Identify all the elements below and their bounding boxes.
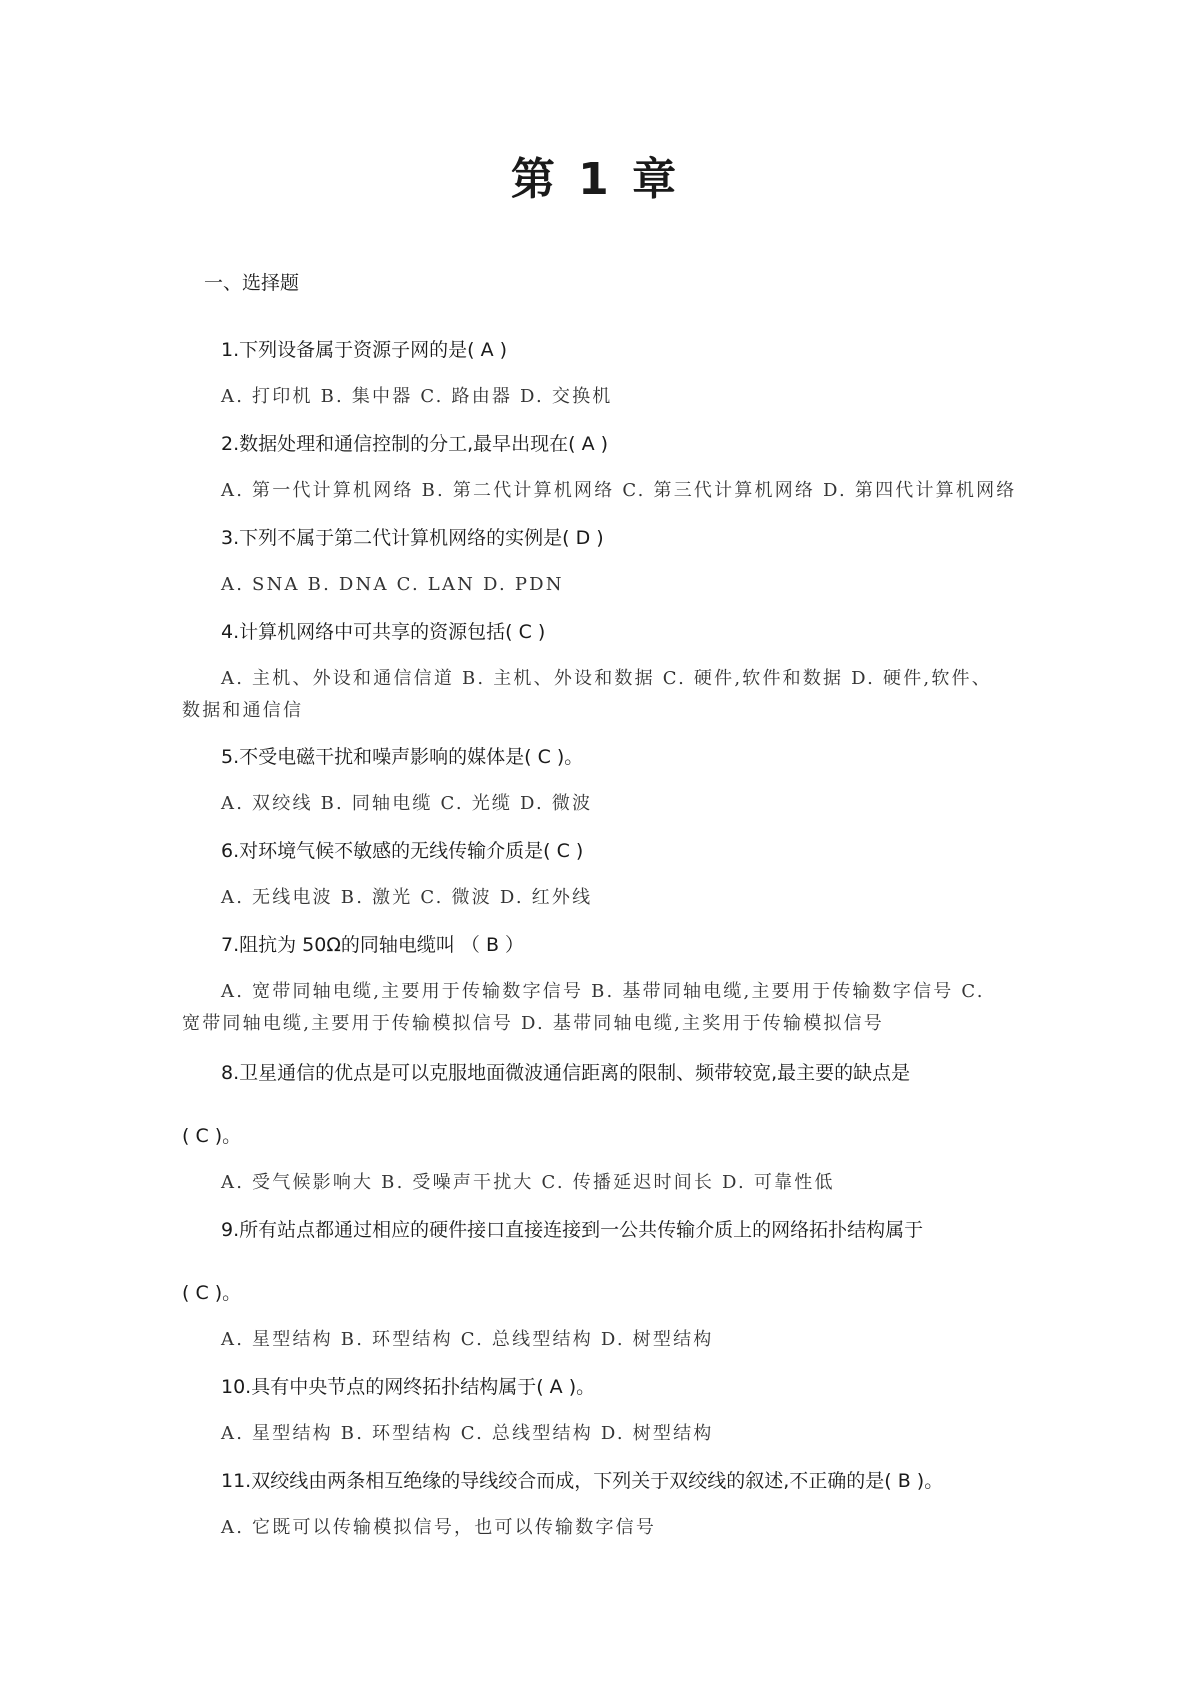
question-9: 9.所有站点都通过相应的硬件接口直接连接到一公共传输介质上的网络拓扑结构属于 [221,1219,924,1241]
question-2-options: A. 第一代计算机网络 B. 第二代计算机网络 C. 第三代计算机网络 D. 第四代计算机网络 [221,480,1017,501]
question-6: 6.对环境气候不敏感的无线传输介质是( C ) [221,840,584,862]
question-3-options: A. SNA B. DNA C. LAN D. PDN [221,574,564,595]
question-10-options: A. 星型结构 B. 环型结构 C. 总线型结构 D. 树型结构 [221,1423,714,1444]
question-7: 7.阻抗为 50Ω的同轴电缆叫 （ B ） [221,934,525,956]
question-1-options: A. 打印机 B. 集中器 C. 路由器 D. 交换机 [221,386,613,407]
question-7-options: A. 宽带同轴电缆,主要用于传输数字信号 B. 基带同轴电缆,主要用于传输数字信号 C. 宽带同轴电缆,主要用于传输模拟信号 D. 基带同轴电缆,主奖用于传输模拟信号 [182,981,985,1034]
question-6-options: A. 无线电波 B. 激光 C. 微波 D. 红外线 [221,887,593,908]
question-1: 1.下列设备属于资源子网的是( A ) [221,339,508,361]
question-4-options: A. 主机、外设和通信信道 B. 主机、外设和数据 C. 硬件,软件和数据 D. 硬件,软件、数据和通信信 [182,668,992,721]
question-5: 5.不受电磁干扰和噪声影响的媒体是( C )。 [221,746,584,768]
section-heading: 一、选择题 [204,272,300,294]
question-11: 11.双绞线由两条相互绝缘的导线绞合而成，下列关于双绞线的叙述,不正确的是( B )。 [221,1470,944,1492]
question-8: 8.卫星通信的优点是可以克服地面微波通信距离的限制、频带较宽,最主要的缺点是 [221,1062,911,1084]
question-11-options: A. 它既可以传输模拟信号，也可以传输数字信号 [221,1517,657,1538]
question-10: 10.具有中央节点的网终拓扑结构属于( A )。 [221,1376,596,1398]
question-4: 4.计算机网络中可共享的资源包括( C ) [221,621,546,643]
question-9-options: A. 星型结构 B. 环型结构 C. 总线型结构 D. 树型结构 [221,1329,714,1350]
question-9-continuation: ( C )。 [182,1282,242,1304]
question-8-options: A. 受气候影响大 B. 受噪声干扰大 C. 传播延迟时间长 D. 可靠性低 [221,1172,835,1193]
question-2: 2.数据处理和通信控制的分工,最早出现在( A ) [221,433,609,455]
question-5-options: A. 双绞线 B. 同轴电缆 C. 光缆 D. 微波 [221,793,593,814]
chapter-title: 第 1 章 [510,154,681,205]
question-3: 3.下列不属于第二代计算机网络的实例是( D ) [221,527,604,549]
question-8-continuation: ( C )。 [182,1125,242,1147]
